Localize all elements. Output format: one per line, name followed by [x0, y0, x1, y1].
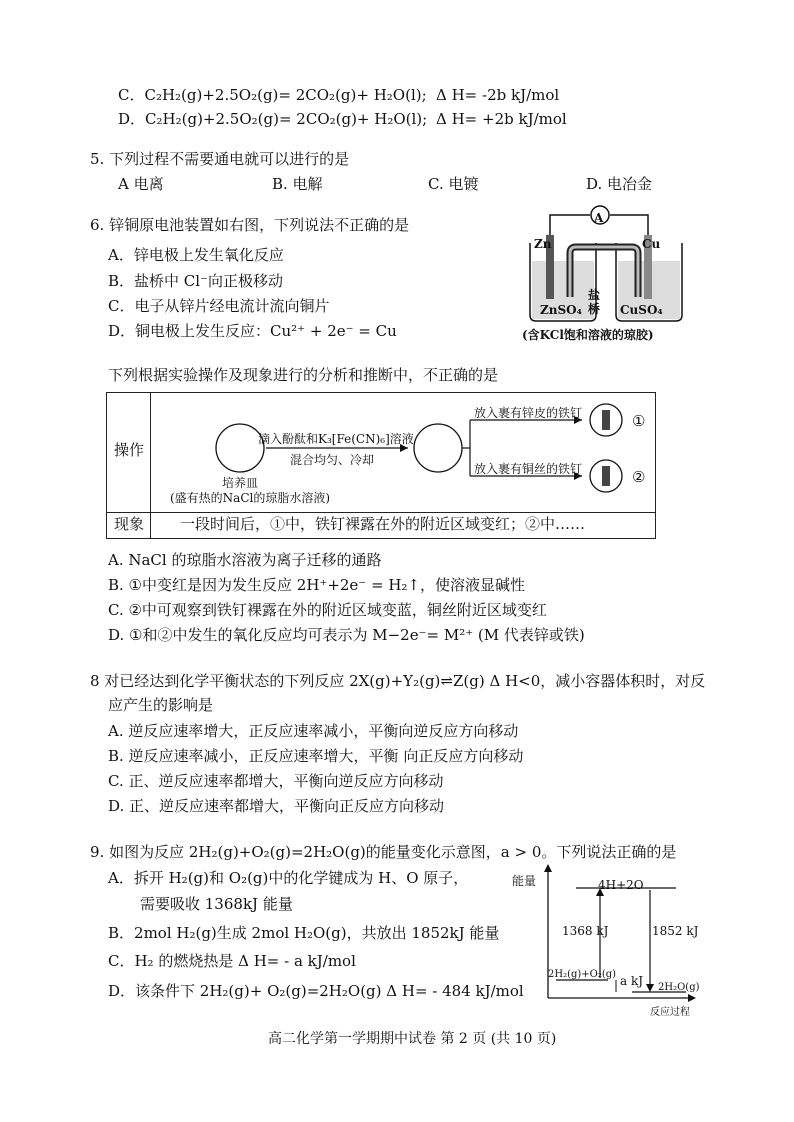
q6-stem: 6. 锌铜原电池装置如右图，下列说法不正确的是 — [90, 216, 410, 234]
q8-option-d: D. 正、逆反应速率都增大，平衡向正反应方向移动 — [108, 797, 445, 815]
q6-option-c: C．电子从锌片经电流计流向铜片 — [108, 297, 330, 315]
petri-dish-note: (盛有热的NaCl的琼脂水溶液) — [170, 491, 331, 505]
q7-option-b: B. ①中变红是因为发生反应 2H⁺+2e⁻ = H₂↑，使溶液显碱性 — [108, 576, 525, 594]
q6-option-b: B．盐桥中 Cl⁻向正极移动 — [108, 272, 283, 290]
q4-option-d-dh: Δ H= +2b kJ/mol — [436, 110, 567, 128]
dish-mark-2: ② — [632, 468, 646, 486]
cu-electrode-label: Cu — [642, 237, 661, 251]
page-footer: 高二化学第一学期期中试卷 第 2 页 (共 10 页) — [268, 1031, 557, 1047]
energy-1368-label: 1368 kJ — [562, 924, 609, 938]
reaction-progress-label: 反应过程 — [650, 1007, 690, 1018]
q9-option-d: D．该条件下 2H₂(g)+ O₂(g)=2H₂O(g) Δ H= - 484 kJ/mol — [108, 982, 524, 1000]
ammeter-label: A — [594, 211, 604, 225]
step-mix-cool: 混合均匀、冷却 — [290, 453, 375, 467]
observation-label: 现象 — [114, 515, 145, 533]
energy-1852-label: 1852 kJ — [652, 924, 699, 938]
q6-option-a: A．锌电极上发生氧化反应 — [108, 246, 284, 264]
q7-stem: 下列根据实验操作及现象进行的分析和推断中，不正确的是 — [108, 366, 499, 384]
dish-mark-1: ① — [632, 412, 646, 430]
energy-a-label: a kJ — [620, 974, 644, 988]
reactant-level-label: 2H₂(g)+O₂(g) — [548, 969, 617, 980]
q8-option-a: A. 逆反应速率增大，正反应速率减小，平衡向逆反应方向移动 — [108, 722, 519, 740]
operation-label: 操作 — [114, 441, 145, 459]
q9-option-c: C．H₂ 的燃烧热是 Δ H= - a kJ/mol — [108, 952, 356, 970]
q5-option-a: A 电离 — [118, 175, 164, 193]
q9-stem: 9. 如图为反应 2H₂(g)+O₂(g)=2H₂O(g)的能量变化示意图，a > 0。下列说法正确的是 — [90, 843, 677, 861]
atoms-level-label: 4H+2O — [598, 878, 644, 892]
branch-copper-nail: 放入裹有铜丝的铁钉 — [474, 462, 583, 476]
q4-option-c: C．C₂H₂(g)+2.5O₂(g)= 2CO₂(g)+ H₂O(l); — [118, 86, 427, 104]
q8-option-b: B. 逆反应速率减小，正反应速率增大，平衡 向正反应方向移动 — [108, 747, 524, 765]
q7-option-a: A. NaCl 的琼脂水溶液为离子迁移的通路 — [108, 551, 382, 569]
observation-text: 一段时间后，①中，铁钉裸露在外的附近区域变红；②中…… — [180, 515, 586, 533]
table-divider — [106, 512, 655, 513]
q7-option-c: C. ②中可观察到铁钉裸露在外的附近区域变蓝，铜丝附近区域变红 — [108, 601, 547, 619]
q8-stem-line2: 应产生的影响是 — [108, 696, 214, 714]
salt-bridge-caption: (含KCl饱和溶液的琼胶) — [522, 328, 654, 342]
q5-option-d: D. 电冶金 — [586, 175, 653, 193]
q6-option-d: D．铜电极上发生反应：Cu²⁺ + 2e⁻ = Cu — [108, 322, 397, 340]
q4-option-c-dh: Δ H= -2b kJ/mol — [436, 86, 560, 104]
galvanic-cell-figure — [520, 205, 690, 340]
q8-stem-line1: 8 对已经达到化学平衡状态的下列反应 2X(g)+Y₂(g)⇌Z(g) Δ H<0，减小容器体积时，对反 — [90, 672, 706, 690]
energy-axis-label: 能量 — [512, 874, 537, 888]
q7-option-d: D. ①和②中发生的氧化反应均可表示为 M−2e⁻= M²⁺ (M 代表锌或铁) — [108, 626, 585, 644]
znso4-label: ZnSO₄ — [540, 303, 582, 317]
q5-option-b: B. 电解 — [272, 175, 323, 193]
product-level-label: 2H₂O(g) — [658, 982, 700, 993]
q4-option-d: D．C₂H₂(g)+2.5O₂(g)= 2CO₂(g)+ H₂O(l); — [118, 110, 428, 128]
q8-option-c: C. 正、逆反应速率都增大，平衡向逆反应方向移动 — [108, 772, 444, 790]
petri-dish-label: 培养皿 — [222, 476, 259, 490]
q9-option-a-line1: A．拆开 H₂(g)和 O₂(g)中的化学键成为 H、O 原子， — [108, 869, 469, 887]
cuso4-label: CuSO₄ — [620, 303, 663, 317]
q9-option-a-line2: 需要吸收 1368kJ 能量 — [140, 895, 293, 913]
branch-zinc-nail: 放入裹有锌皮的铁钉 — [474, 406, 583, 420]
step-add-reagents: 滴入酚酞和K₃[Fe(CN)₆]溶液 — [258, 432, 414, 446]
salt-bridge-label: 盐桥 — [588, 288, 601, 316]
zn-electrode-label: Zn — [534, 237, 552, 251]
q9-option-b: B．2mol H₂(g)生成 2mol H₂O(g)，共放出 1852kJ 能量 — [108, 924, 500, 942]
q5-option-c: C. 电镀 — [428, 175, 479, 193]
q5-stem: 5. 下列过程不需要通电就可以进行的是 — [90, 150, 350, 168]
